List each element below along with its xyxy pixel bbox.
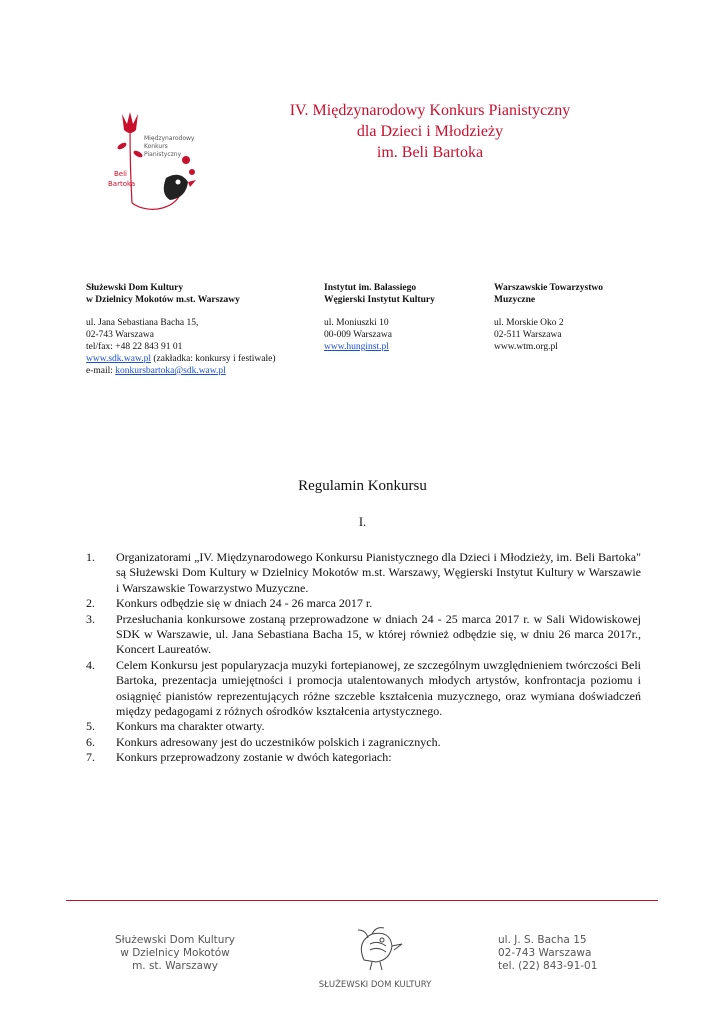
tulip-bird-logo-icon <box>100 108 210 220</box>
footer-line: m. st. Warszawy <box>132 960 218 972</box>
title-line: im. Beli Bartoka <box>376 144 484 161</box>
footer-line: Służewski Dom Kultury <box>115 934 235 946</box>
svg-text:Beli: Beli <box>114 170 127 178</box>
footer-divider <box>66 900 658 901</box>
organizer-address: 02-511 Warszawa <box>494 330 562 340</box>
item-text: Konkurs ma charakter otwarty. <box>116 719 265 734</box>
organizer-address: ul. Moniuszki 10 <box>324 318 389 328</box>
item-number: 6. <box>86 734 95 749</box>
regulation-list <box>86 550 641 766</box>
item-text: Konkurs przeprowadzony zostanie w dwóch kategoriach: <box>116 750 392 765</box>
organizer-sdk <box>86 282 316 377</box>
item-number: 7. <box>86 750 95 765</box>
item-number: 3. <box>86 611 95 626</box>
email-label: e-mail: <box>86 366 116 376</box>
item-number: 5. <box>86 719 95 734</box>
svg-text:Bartoka: Bartoka <box>108 180 136 188</box>
organizer-website: www.wtm.org.pl <box>494 342 558 352</box>
organizer-address: 00-009 Warszawa <box>324 330 392 340</box>
organizer-name: Węgierski Instytut Kultury <box>324 295 435 305</box>
list-item <box>86 735 641 750</box>
footer-line: ul. J. S. Bacha 15 <box>498 934 587 946</box>
list-item <box>86 596 641 611</box>
footer-line: tel. (22) 843-91-01 <box>498 960 598 972</box>
organizer-wtm <box>494 282 654 353</box>
section-number: I. <box>358 515 367 529</box>
footer-line: 02-743 Warszawa <box>498 947 592 959</box>
list-item <box>86 750 641 765</box>
item-text: Konkurs adresowany jest do uczestników polskich i zagranicznych. <box>116 734 441 749</box>
title-line: dla Dzieci i Młodzieży <box>356 123 504 140</box>
list-item <box>86 658 641 720</box>
organizer-email-link[interactable]: konkursbartoka@sdk.waw.pl <box>115 366 226 376</box>
item-text: Organizatorami „IV. Międzynarodowego Konkursu Pianistycznego dla Dzieci i Młodzieży, im. Beli Bartoka" są Służewski Dom Kultury w Dzielnicy Mokotów m.st. Warszawy, Węgierski Instytut Kultury w Warszawie i Warszawskie Towarzystwo Muzyczne. <box>116 550 641 595</box>
item-number: 4. <box>86 657 95 672</box>
organizer-website-link[interactable]: www.sdk.waw.pl <box>86 354 151 364</box>
svg-text:Pianistyczny: Pianistyczny <box>144 151 182 158</box>
bird-logo-icon <box>336 920 416 972</box>
organizer-website-link[interactable]: www.hunginst.pl <box>324 342 389 352</box>
organizer-name: w Dzielnicy Mokotów m.st. Warszawy <box>86 295 240 305</box>
page-title <box>230 100 630 163</box>
organizer-address: ul. Jana Sebastiana Bacha 15, <box>86 318 199 328</box>
item-text: Konkurs odbędzie się w dniach 24 - 26 marca 2017 r. <box>116 596 373 611</box>
organizer-name: Służewski Dom Kultury <box>86 283 184 293</box>
organizer-address: 02-743 Warszawa <box>86 330 154 340</box>
organizer-balassi <box>324 282 484 353</box>
list-item <box>86 550 641 596</box>
list-item <box>86 612 641 658</box>
item-number: 2. <box>86 596 95 611</box>
item-text: Przesłuchania konkursowe zostaną przeprowadzone w dniach 24 - 25 marca 2017 r. w Sali Widowiskowej SDK w Warszawie, ul. Jana Sebastiana Bacha 15, w której również odbędzie się, w dniu 26 marca 2017r., Koncert Laureatów. <box>116 611 641 657</box>
footer-left <box>100 934 250 973</box>
website-note: (zakładka: konkursy i festiwale) <box>151 354 276 364</box>
footer-logo-caption: SŁUŻEWSKI DOM KULTURY <box>318 980 432 990</box>
footer-line: w Dzielnicy Mokotów <box>120 947 230 959</box>
item-text: Celem Konkursu jest popularyzacja muzyki fortepianowej, ze szczególnym uwzględnieniem twórczości Beli Bartoka, prezentacja umiejętności i promocja utalentowanych młodych artystów, konfrontacja poziomu i osiągnięć pianistów reprezentujących różne szczeble kształcenia muzycznego, oraz wymiana doświadczeń między pedagogami z różnych ośrodków kształcenia artystycznego. <box>116 657 641 719</box>
organizer-phone: tel/fax: +48 22 843 91 01 <box>86 342 183 352</box>
item-number: 1. <box>86 550 95 564</box>
organizer-name: Instytut im. Balassiego <box>324 283 417 293</box>
title-line: IV. Międzynarodowy Konkurs Pianistyczny <box>289 102 571 119</box>
organizer-name: Muzyczne <box>494 295 536 305</box>
list-item <box>86 719 641 734</box>
organizer-name: Warszawskie Towarzystwo <box>494 283 603 293</box>
document-title: Regulamin Konkursu <box>298 478 427 494</box>
footer-right <box>498 934 618 973</box>
svg-text:Międzynarodowy: Międzynarodowy <box>144 135 195 142</box>
svg-text:Konkurs: Konkurs <box>144 143 168 150</box>
organizer-address: ul. Morskie Oko 2 <box>494 318 564 328</box>
